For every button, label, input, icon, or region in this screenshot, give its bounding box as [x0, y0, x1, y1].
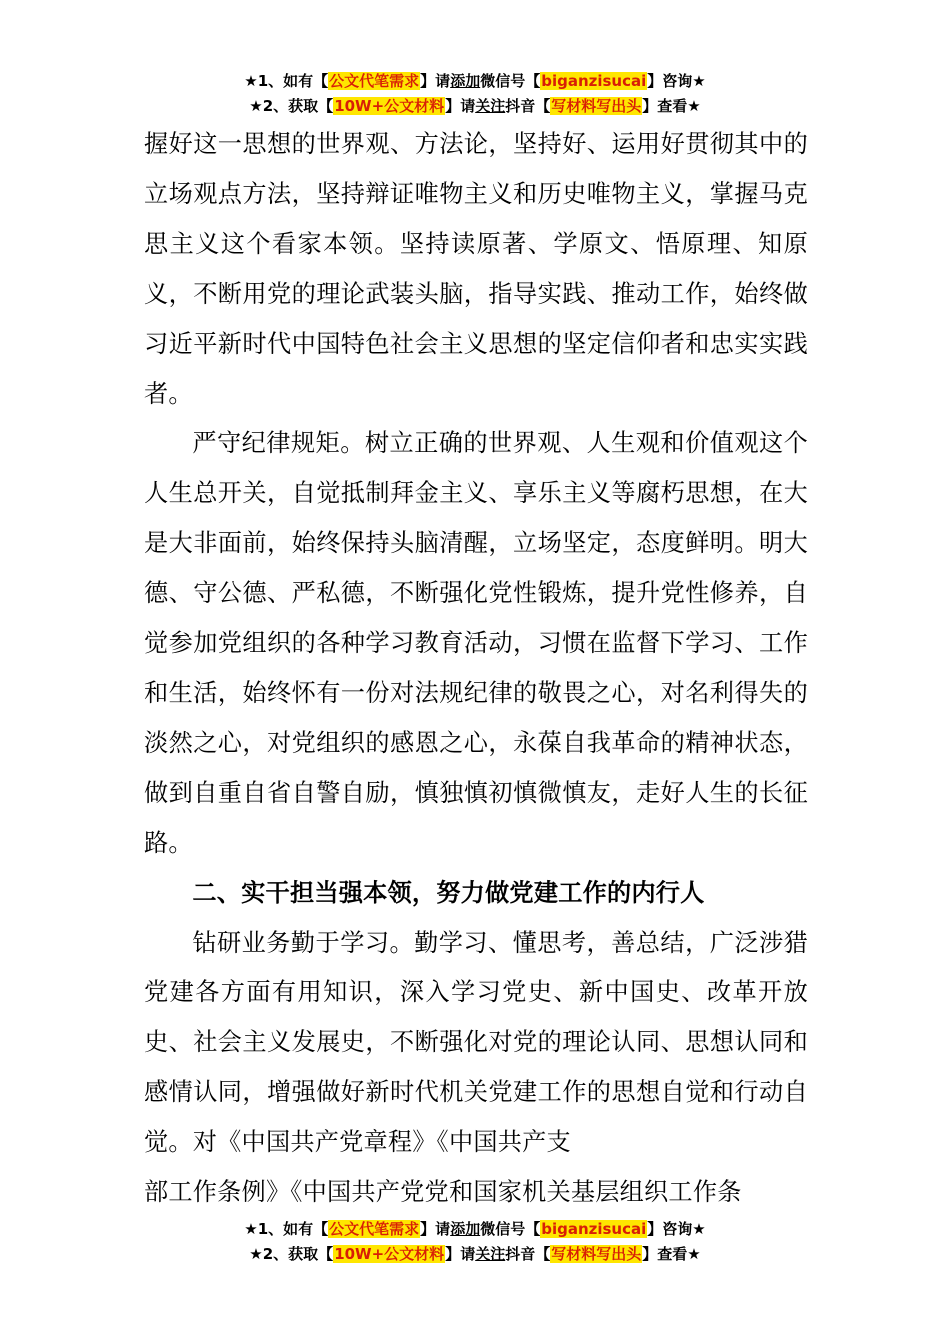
paragraph-continuation: 握好这一思想的世界观、方法论，坚持好、运用好贯彻其中的立场观点方法，坚持辩证唯物主义和历史唯物主义，掌握马克思主义这个看家本领。坚持读原著、学原文、悟原理、知原义，不断用党的理论武装头脑，指导实践、推动工作，始终做习近平新时代中国特色社会主义思想的坚定信仰者和忠实实践者。: [144, 130, 808, 408]
document-body: [144, 120, 808, 1218]
promo-text: ★1、如有【: [244, 1220, 329, 1238]
promo-text: 】请: [445, 97, 476, 115]
promo-highlight: 公文代笔需求: [329, 1220, 420, 1238]
promo-highlight: 写材料写出头: [551, 97, 642, 115]
promo-text: 】咨询★: [647, 72, 706, 90]
promo-highlight: biganzisucai: [541, 1220, 647, 1238]
promo-text: ★2、获取【: [249, 97, 334, 115]
promo-text: ★2、获取【: [249, 1245, 334, 1263]
promo-text: 】请: [420, 1220, 451, 1238]
promo-text: 】查看★: [642, 1245, 701, 1263]
promo-emphasis: 关注: [475, 1245, 506, 1263]
promo-line-2: [0, 1242, 950, 1267]
promo-banner-bottom: [0, 1217, 950, 1267]
promo-text: ★1、如有【: [244, 72, 329, 90]
promo-highlight: 10W+公文材料: [334, 97, 445, 115]
paragraph-study: 钻研业务勤于学习。勤学习、懂思考，善总结，广泛涉猎党建各方面有用知识，深入学习党史、新中国史、改革开放史、社会主义发展史，不断强化对党的理论认同、思想认同和感情认同，增强做好新时代机关党建工作的思想自觉和行动自觉。对《中国共产党章程》《中国共产支: [144, 928, 808, 1157]
promo-line-2: [0, 94, 950, 119]
promo-text: 微信号【: [480, 72, 541, 90]
promo-highlight: 公文代笔需求: [329, 72, 420, 90]
promo-highlight: biganzisucai: [541, 72, 647, 90]
promo-line-1: [0, 1217, 950, 1242]
promo-text: 抖音【: [505, 1245, 551, 1263]
promo-highlight: 10W+公文材料: [334, 1245, 445, 1263]
promo-text: 微信号【: [480, 1220, 541, 1238]
paragraph-cutoff-line: 部工作条例》《中国共产党党和国家机关基层组织工作条: [144, 1178, 742, 1207]
promo-line-1: [0, 69, 950, 94]
paragraph-discipline: 严守纪律规矩。树立正确的世界观、人生观和价值观这个人生总开关，自觉抵制拜金主义、享乐主义等腐朽思想，在大是大非面前，始终保持头脑清醒，立场坚定，态度鲜明。明大德、守公德、严私德，不断强化党性锻炼，提升党性修养，自觉参加党组织的各种学习教育活动，习惯在监督下学习、工作和生活，始终怀有一份对法规纪律的敬畏之心，对名利得失的淡然之心，对党组织的感恩之心，永葆自我革命的精神状态，做到自重自省自警自励，慎独慎初慎微慎友，走好人生的长征路。: [144, 429, 808, 857]
section-heading: 二、实干担当强本领，努力做党建工作的内行人: [192, 878, 705, 907]
promo-emphasis: 关注: [475, 97, 506, 115]
promo-emphasis: 添加: [450, 1220, 481, 1238]
promo-text: 】请: [445, 1245, 476, 1263]
promo-highlight: 写材料写出头: [551, 1245, 642, 1263]
promo-banner-top: [0, 69, 950, 119]
promo-text: 抖音【: [505, 97, 551, 115]
promo-text: 】请: [420, 72, 451, 90]
promo-text: 】查看★: [642, 97, 701, 115]
promo-text: 】咨询★: [647, 1220, 706, 1238]
promo-emphasis: 添加: [450, 72, 481, 90]
